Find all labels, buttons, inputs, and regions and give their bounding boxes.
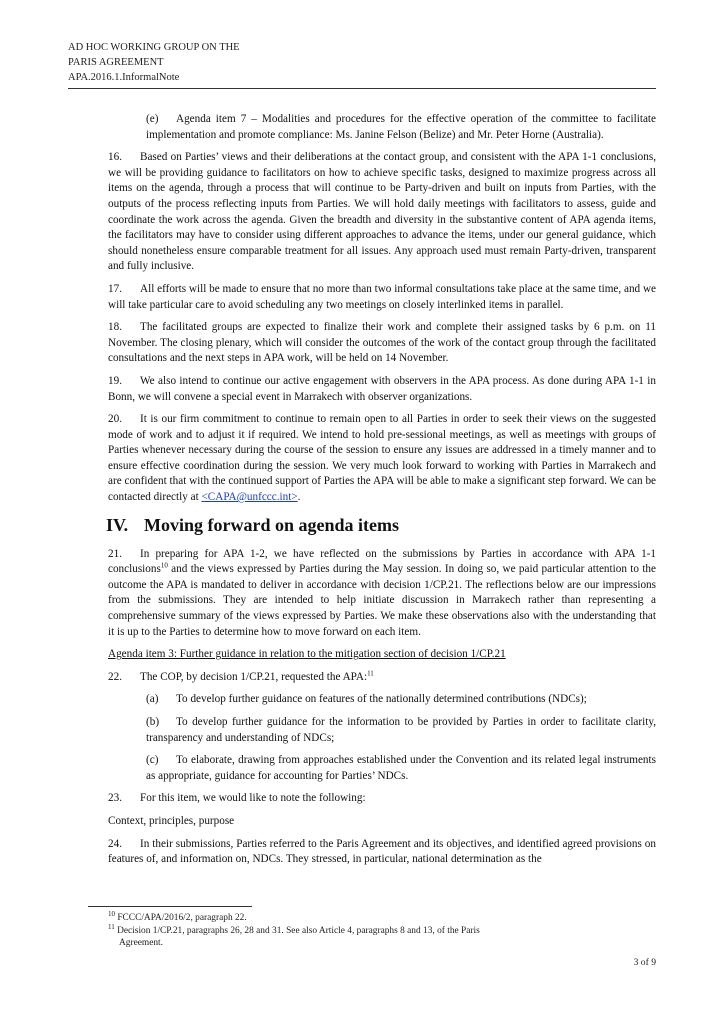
paragraph-text-cont: and the views expressed by Parties during the May session. In doing so, we paid particular attention to the outcome the APA is mandated to deliver in accordance with decision 1/CP.21. The reflections below are our impressions from the submissions. They are intended to help initiate discussion in Marrakech rather than representing a comprehensive summary of the views expressed by Parties. We make these observations also with the understanding that it is up to the Parties to determine how to move forward on each item. bbox=[108, 563, 656, 638]
agenda-item-heading: Agenda item 3: Further guidance in relation to the mitigation section of decision 1/CP.21 bbox=[108, 648, 506, 661]
paragraph-text: Based on Parties’ views and their deliberations at the contact group, and consistent with the APA 1-1 conclusions, we will be providing guidance to facilitators on how to achieve specific tasks, designed to maximize progress across all items on the agenda, through a process that will continue to be Party-driven and built on inputs from Parties, with the outputs of the process reflecting inputs from Parties. We will hold daily meetings with facilitators to assess, guide and coordinate the work across the agenda. Given the breadth and diversity in the substantive content of APA agenda items, the facilitators may have to consider using different approaches to advance the items, under our general guidance, which should nonetheless ensure comparable treatment for all issues. Any approach used must remain Party-driven, transparent and fully inclusive. bbox=[108, 151, 656, 273]
paragraph-24 bbox=[108, 837, 656, 868]
paragraph-text: All efforts will be made to ensure that no more than two informal consultations take place at the same time, and we will take particular care to avoid scheduling any two meetings on closely interlinked items in parallel. bbox=[108, 282, 656, 311]
footnote-ref-11[interactable]: 11 bbox=[367, 669, 374, 678]
item-label: (a) bbox=[146, 693, 159, 706]
paragraph-text: It is our firm commitment to continue to remain open to all Parties in order to seek their views on the suggested mode of work and to adjust it if required. We intend to hold pre-sessional meetings, as well as meetings with groups of Parties whenever necessary during the course of the session to ensure any issues are addressed in a timely manner and to ensure effective coordination during the session. We very much look forward to working with Parties in Marrakech and are confident that with the continued support of Parties the APA will be able to make a significant step forward. We can be contacted directly at bbox=[108, 413, 656, 504]
paragraph-number: 19. bbox=[108, 374, 122, 387]
page-body bbox=[108, 112, 656, 875]
footnote-11-continued: Agreement. bbox=[119, 938, 163, 949]
item-text: To develop further guidance on features of the nationally determined contributions (NDCs); bbox=[176, 693, 587, 706]
header-line-2: PARIS AGREEMENT bbox=[68, 57, 164, 68]
footnote-text: FCCC/APA/2016/2, paragraph 22. bbox=[115, 913, 247, 923]
paragraph-17 bbox=[108, 282, 656, 313]
page-number: 3 of 9 bbox=[633, 957, 656, 968]
paragraph-text: The COP, by decision 1/CP.21, requested the APA: bbox=[140, 670, 368, 683]
footnote-11 bbox=[108, 922, 548, 938]
footnote-10 bbox=[108, 909, 548, 925]
paragraph-number: 20. bbox=[108, 413, 122, 426]
paragraph-number: 23. bbox=[108, 792, 122, 805]
paragraph-text: In preparing for APA 1-2, we have reflected on the submissions by Parties in accordance with APA 1-1 conclusions bbox=[108, 547, 656, 576]
contact-email-link[interactable]: <CAPA@unfccc.int> bbox=[201, 491, 298, 504]
paragraph-18 bbox=[108, 320, 656, 367]
paragraph-20 bbox=[108, 412, 656, 506]
paragraph-number: 21. bbox=[108, 547, 122, 560]
running-header bbox=[68, 40, 656, 85]
paragraph-22b bbox=[146, 715, 656, 746]
footnote-separator bbox=[88, 906, 252, 907]
item-text: To elaborate, drawing from approaches established under the Convention and its related legal instruments as appropriate, guidance for accounting for Parties’ NDCs. bbox=[146, 754, 656, 782]
subsection-heading: Context, principles, purpose bbox=[108, 814, 235, 827]
header-line-1: AD HOC WORKING GROUP ON THE bbox=[68, 42, 240, 53]
paragraph-21 bbox=[108, 547, 656, 641]
item-text: Agenda item 7 – Modalities and procedures for the effective operation of the committee to facilitate implementation and promote compliance: Ms. Janine Felson (Belize) and Mr. Peter Horne (Australia). bbox=[146, 113, 656, 141]
item-label: (c) bbox=[146, 754, 159, 767]
header-divider bbox=[68, 88, 656, 89]
paragraph-16 bbox=[108, 150, 656, 275]
paragraph-text: The facilitated groups are expected to finalize their work and complete their assigned tasks by 6 p.m. on 11 November. The closing plenary, which will consider the outcomes of the work of the contact group through the facilitated consultations and the next steps in APA work, will be held on 14 November. bbox=[108, 321, 656, 365]
section-title: Moving forward on agenda items bbox=[144, 514, 399, 535]
paragraph-22a bbox=[146, 692, 656, 708]
footnote-text: Decision 1/CP.21, paragraphs 26, 28 and 31. See also Article 4, paragraphs 8 and 13, of the Paris bbox=[114, 925, 480, 936]
footnote-marker: 11 bbox=[108, 922, 115, 931]
paragraph-number: 24. bbox=[108, 837, 122, 850]
paragraph-19 bbox=[108, 374, 656, 405]
paragraph-number: 16. bbox=[108, 151, 122, 164]
header-document-symbol: APA.2016.1.InformalNote bbox=[68, 72, 180, 83]
paragraph-text: We also intend to continue our active engagement with observers in the APA process. As done during APA 1-1 in Bonn, we will convene a special event in Marrakech with observer organizations. bbox=[108, 374, 656, 403]
footnote-ref-10[interactable]: 10 bbox=[160, 561, 168, 570]
paragraph-23 bbox=[108, 791, 656, 807]
section-number: IV. bbox=[106, 514, 129, 535]
paragraph-text: In their submissions, Parties referred to the Paris Agreement and its objectives, and identified agreed provisions on features of, and information on, NDCs. They stressed, in particular, national determination as the bbox=[108, 837, 656, 866]
item-text: To develop further guidance for the information to be provided by Parties in order to facilitate clarity, transparency and understanding of NDCs; bbox=[146, 716, 656, 744]
paragraph-22 bbox=[108, 670, 656, 686]
paragraph-number: 17. bbox=[108, 282, 122, 295]
footnote-marker: 10 bbox=[108, 909, 115, 918]
paragraph-15e bbox=[146, 112, 656, 143]
item-label: (b) bbox=[146, 716, 160, 728]
paragraph-text: For this item, we would like to note the following: bbox=[140, 792, 366, 805]
paragraph-number: 18. bbox=[108, 321, 122, 334]
paragraph-number: 22. bbox=[108, 670, 122, 683]
footnotes bbox=[108, 909, 548, 950]
paragraph-22c bbox=[146, 753, 656, 784]
paragraph-end: . bbox=[297, 491, 301, 504]
section-heading bbox=[106, 513, 656, 537]
item-label: (e) bbox=[146, 113, 159, 125]
